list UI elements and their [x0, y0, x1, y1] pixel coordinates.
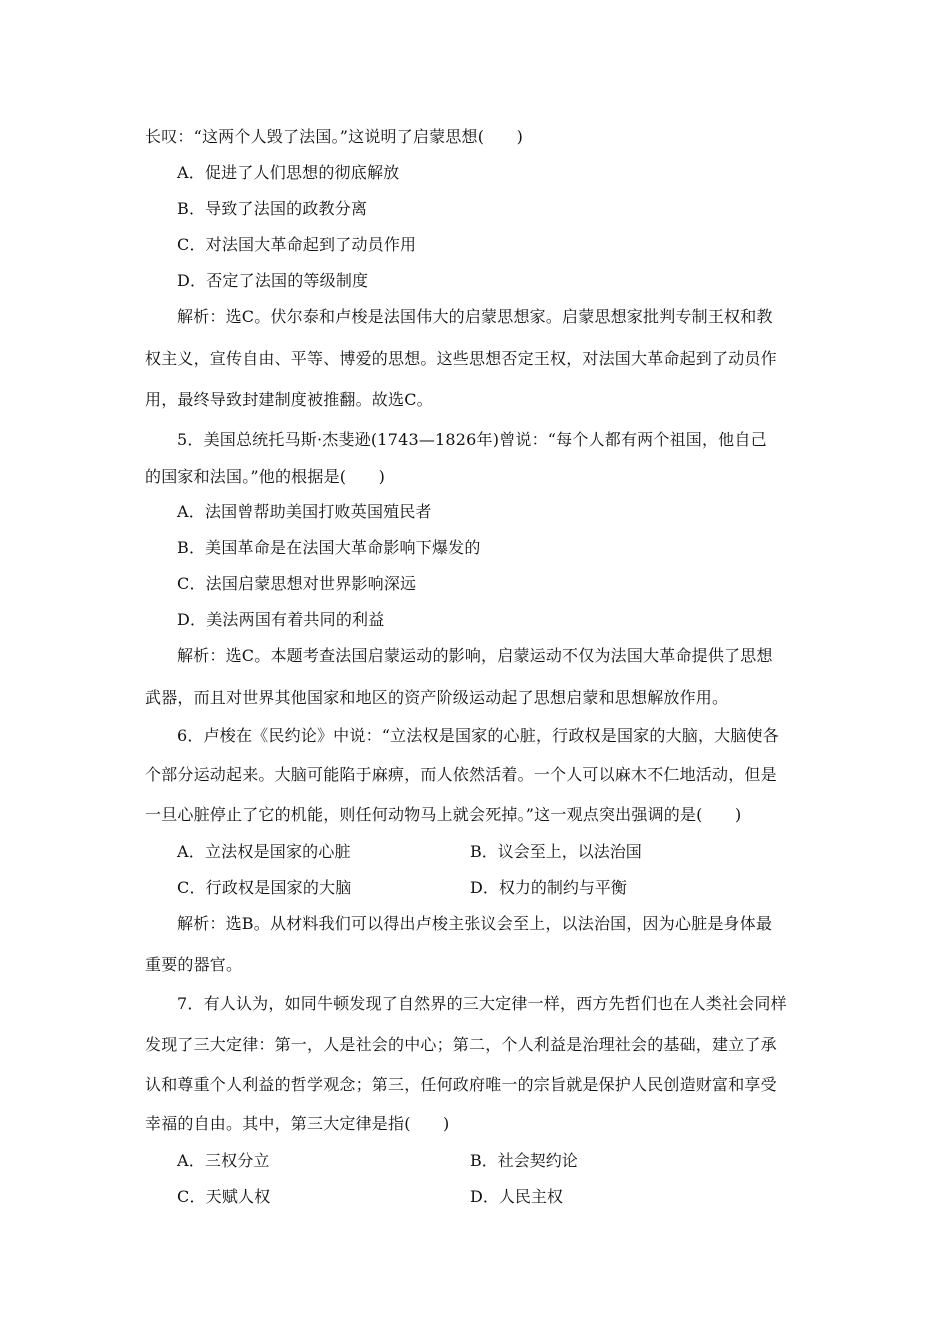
q5-option-c: C．法国启蒙思想对世界影响深远	[177, 574, 417, 593]
q6-option-a: A．立法权是国家的心脏	[177, 842, 351, 861]
q6-option-d: D．权力的制约与平衡	[470, 878, 627, 897]
q5-option-b: B．美国革命是在法国大革命影响下爆发的	[177, 538, 481, 557]
q6-analysis-line-2: 重要的器官。	[145, 955, 243, 974]
q7-option-d: D．人民主权	[470, 1187, 563, 1206]
q4-analysis-line-2: 权主义，宣传自由、平等、博爱的思想。这些思想否定王权，对法国大革命起到了动员作	[145, 349, 777, 368]
q5-option-d: D．美法两国有着共同的利益	[177, 610, 385, 629]
q7-option-c: C．天赋人权	[177, 1187, 271, 1206]
q5-option-a: A．法国曾帮助美国打败英国殖民者	[177, 502, 432, 521]
q7-stem-line-2: 发现了三大定律：第一，人是社会的中心；第二，个人利益是治理社会的基础，建立了承	[145, 1035, 777, 1054]
q6-option-c: C．行政权是国家的大脑	[177, 878, 352, 897]
q5-analysis-line-1: 解析：选C。本题考查法国启蒙运动的影响，启蒙运动不仅为法国大革命提供了思想	[177, 646, 773, 665]
q6-stem-line-1: 6．卢梭在《民约论》中说：“立法权是国家的心脏，行政权是国家的大脑，大脑使各	[177, 726, 779, 745]
q4-analysis-line-3: 用，最终导致封建制度被推翻。故选C。	[145, 390, 433, 409]
q4-option-c: C．对法国大革命起到了动员作用	[177, 235, 417, 254]
q4-option-b: B．导致了法国的政教分离	[177, 199, 368, 218]
q6-analysis-line-1: 解析：选B。从材料我们可以得出卢梭主张议会至上，以法治国，因为心脏是身体最	[177, 914, 773, 933]
q4-option-a: A．促进了人们思想的彻底解放	[177, 163, 400, 182]
q7-stem-line-1: 7．有人认为，如同牛顿发现了自然界的三大定律一样，西方先哲们也在人类社会同样	[177, 994, 787, 1013]
q7-option-b: B．社会契约论	[470, 1151, 578, 1170]
q5-stem-line-1: 5．美国总统托马斯·杰斐逊(1743—1826年)曾说：“每个人都有两个祖国，他自己	[177, 430, 767, 449]
q4-option-d: D．否定了法国的等级制度	[177, 271, 369, 290]
q6-stem-line-2: 个部分运动起来。大脑可能陷于麻痹，而人依然活着。一个人可以麻木不仁地活动，但是	[145, 765, 777, 784]
q4-stem-end: 长叹：“这两个人毁了法国。”这说明了启蒙思想( )	[145, 127, 524, 146]
q6-stem-line-3: 一旦心脏停止了它的机能，则任何动物马上就会死掉。”这一观点突出强调的是( )	[145, 805, 742, 824]
q7-option-a: A．三权分立	[177, 1151, 270, 1170]
q7-stem-line-4: 幸福的自由。其中，第三大定律是指( )	[145, 1114, 450, 1133]
q5-analysis-line-2: 武器，而且对世界其他国家和地区的资产阶级运动起了思想启蒙和思想解放作用。	[145, 688, 729, 707]
q7-stem-line-3: 认和尊重个人利益的哲学观念；第三，任何政府唯一的宗旨就是保护人民创造财富和享受	[145, 1075, 777, 1094]
q6-option-b: B．议会至上，以法治国	[470, 842, 642, 861]
q5-stem-line-2: 的国家和法国。”他的根据是( )	[145, 467, 386, 486]
q4-analysis-line-1: 解析：选C。伏尔泰和卢梭是法国伟大的启蒙思想家。启蒙思想家批判专制王权和教	[177, 307, 773, 326]
